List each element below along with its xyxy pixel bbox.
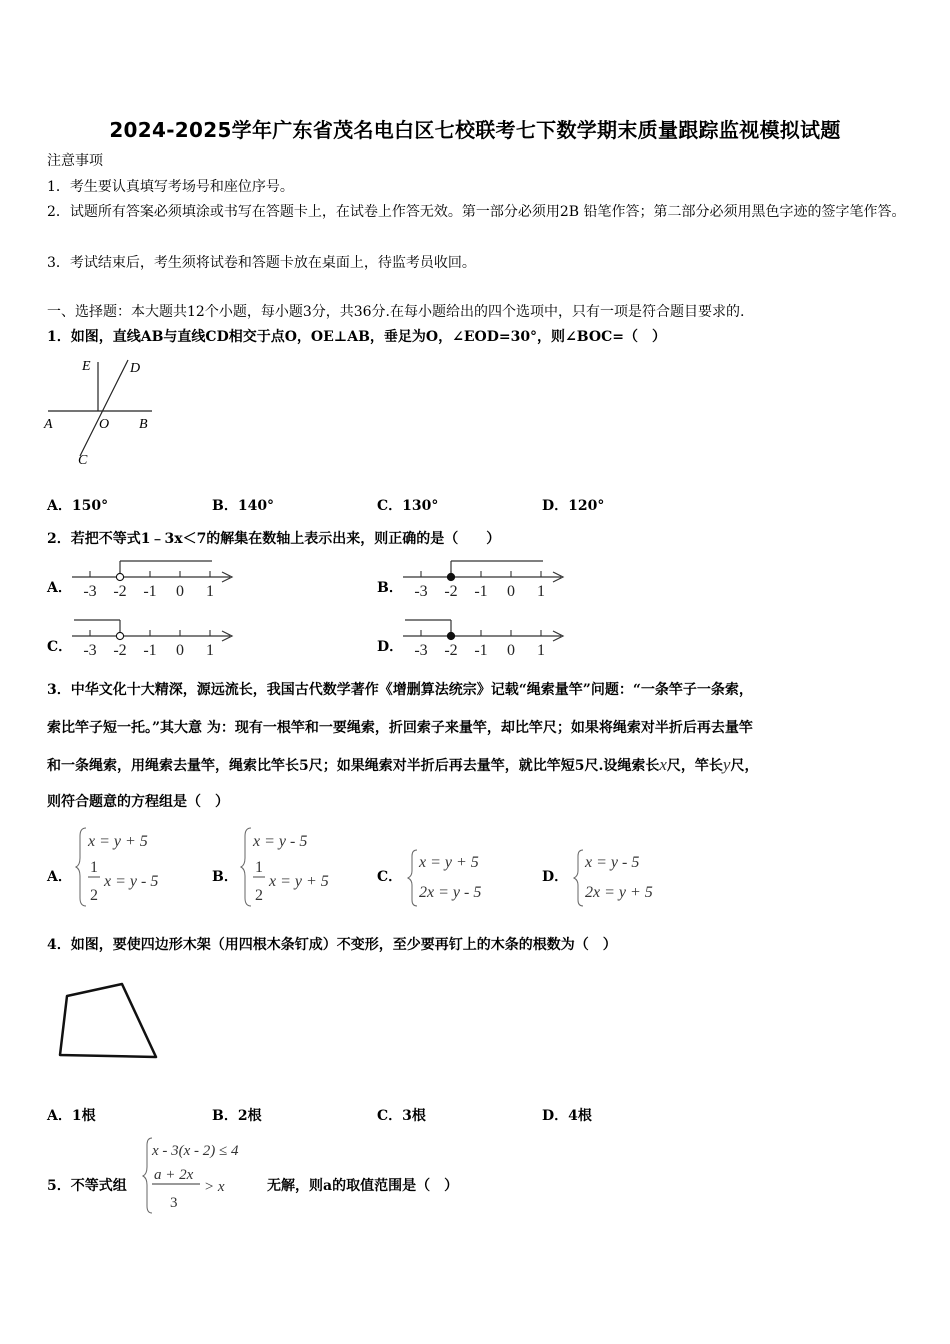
section-heading: 一、选择题：本大题共12个小题，每小题3分，共36分.在每小题给出的四个选项中，只有一项是符合题目要求的. (47, 304, 745, 320)
q3b-eq2: x = y + 5 (269, 873, 329, 890)
tick-label: 1 (537, 642, 545, 659)
tick-label: -3 (414, 583, 428, 600)
notice-item-1: 1．考生要认真填写考场号和座位序号。 (47, 179, 294, 195)
q3-line-3 (47, 756, 758, 775)
tick-label: 0 (176, 583, 184, 600)
q3a-frac-num: 1 (90, 859, 98, 876)
q4-option-a: A．1根 (47, 1108, 96, 1124)
label-a: A (44, 417, 53, 432)
tick-label: -1 (474, 583, 488, 600)
q3-system-d (574, 848, 684, 908)
label-o: O (99, 417, 110, 432)
q3-line-2: 索比竿子短一托。”其大意 为：现有一根竿和一要绳索，折回索子来量竿，却比竿尺；如果将绳索对半折后再去量竿 (47, 720, 753, 736)
q1-option-b: B．140° (212, 498, 275, 514)
closed-point (447, 632, 454, 639)
label-d: D (130, 361, 141, 376)
tick-label: -1 (143, 583, 157, 600)
tick-label: 0 (176, 642, 184, 659)
tick-label: -2 (444, 642, 458, 659)
tick-label: -1 (143, 642, 157, 659)
q5-system (142, 1136, 267, 1216)
q1-option-a: A．150° (47, 498, 109, 514)
tick-label: -2 (113, 642, 127, 659)
label-e: E (82, 359, 91, 374)
q5-frac-num: a + 2x (154, 1167, 194, 1183)
q1-text: 1．如图，直线AB与直线CD相交于点O，OE⊥AB，垂足为O，∠EOD=30°，则∠BOC=（ ） (47, 329, 666, 345)
q3-line-3c: 尺， (730, 758, 759, 774)
q1-figure (44, 352, 159, 470)
q2-label-a: A． (47, 580, 72, 596)
q5-eq2-rest: > x (204, 1179, 225, 1195)
q3c-eq1: x = y + 5 (419, 854, 479, 871)
q3-label-b: B． (212, 869, 238, 885)
tick-label: -3 (83, 583, 97, 600)
q3d-eq1: x = y - 5 (585, 854, 640, 871)
q4-text: 4．如图，要使四边形木架（用四根木条钉成）不变形，至少要再钉上的木条的根数为（ ） (47, 937, 617, 953)
var-x: x (659, 755, 667, 774)
q3b-eq1: x = y - 5 (253, 833, 308, 850)
q2-text: 2．若把不等式1﹣3x＜7的解集在数轴上表示出来，则正确的是（ ） (47, 531, 501, 547)
q2-numberline-b (403, 557, 568, 602)
open-point (116, 573, 123, 580)
page-title: 2024-2025学年广东省茂名电白区七校联考七下数学期末质量跟踪监视模拟试题 (109, 118, 841, 142)
q3a-eq1: x = y + 5 (88, 833, 148, 850)
var-y: y (722, 755, 731, 774)
q3-system-a (76, 826, 186, 908)
q2-numberline-a (72, 557, 237, 602)
tick-label: 0 (507, 642, 515, 659)
tick-label: -2 (113, 583, 127, 600)
tick-label: -3 (414, 642, 428, 659)
q5-eq1: x - 3(x - 2) ≤ 4 (152, 1143, 239, 1159)
line-cd (80, 360, 128, 456)
q3-line-3a: 和一条绳索，用绳索去量竿，绳索比竿长5尺；如果绳索对半折后再去量竿，就比竿短5尺.设绳索长 (47, 758, 660, 774)
q3-line-4: 则符合题意的方程组是（ ） (47, 794, 229, 810)
q3-label-a: A． (47, 869, 72, 885)
tick-label: 0 (507, 583, 515, 600)
q2-label-d: D． (377, 639, 404, 655)
notice-heading: 注意事项 (47, 153, 103, 169)
q3-line-1: 3．中华文化十大精深，源远流长，我国古代数学著作《增删算法统宗》记载“绳索量竿”问题：“一条竿子一条索， (47, 682, 753, 698)
q2-label-c: C． (47, 639, 73, 655)
q5-frac-den: 3 (170, 1195, 178, 1211)
tick-label: -1 (474, 642, 488, 659)
q1-option-d: D．120° (542, 498, 605, 514)
tick-label: 1 (206, 642, 214, 659)
q3-system-c (408, 848, 518, 908)
q3-system-b (241, 826, 351, 908)
q3-label-d: D． (542, 869, 569, 885)
notice-item-3: 3．考试结束后，考生须将试卷和答题卡放在桌面上，待监考员收回。 (47, 255, 476, 271)
q4-option-d: D．4根 (542, 1108, 592, 1124)
q3c-eq2: 2x = y - 5 (419, 884, 482, 901)
q5-prefix: 5．不等式组 (47, 1178, 127, 1194)
q3-label-c: C． (377, 869, 403, 885)
tick-label: -2 (444, 583, 458, 600)
q3-line-3b: 尺，竿长 (666, 758, 723, 774)
q4-option-b: B．2根 (212, 1108, 262, 1124)
q3b-frac-den: 2 (255, 887, 263, 904)
q5-suffix: 无解，则a的取值范围是（ ） (267, 1178, 459, 1194)
q3d-eq2: 2x = y + 5 (585, 884, 653, 901)
q2-numberline-d (403, 616, 568, 661)
open-point (116, 632, 123, 639)
tick-label: 1 (537, 583, 545, 600)
q1-option-c: C．130° (377, 498, 439, 514)
q3a-eq2: x = y - 5 (104, 873, 159, 890)
label-c: C (78, 453, 88, 468)
label-b: B (139, 417, 148, 432)
q4-quadrilateral-figure (55, 980, 165, 1062)
q4-option-c: C．3根 (377, 1108, 426, 1124)
notice-item-2: 2．试题所有答案必须填涂或书写在答题卡上，在试卷上作答无效。第一部分必须用2B 铅笔作答；第二部分必须用黑色字迹的签字笔作答。 (47, 204, 906, 220)
tick-label: -3 (83, 642, 97, 659)
q2-label-b: B． (377, 580, 403, 596)
closed-point (447, 573, 454, 580)
tick-label: 1 (206, 583, 214, 600)
q2-numberline-c (72, 616, 237, 661)
q3a-frac-den: 2 (90, 887, 98, 904)
q3b-frac-num: 1 (255, 859, 263, 876)
